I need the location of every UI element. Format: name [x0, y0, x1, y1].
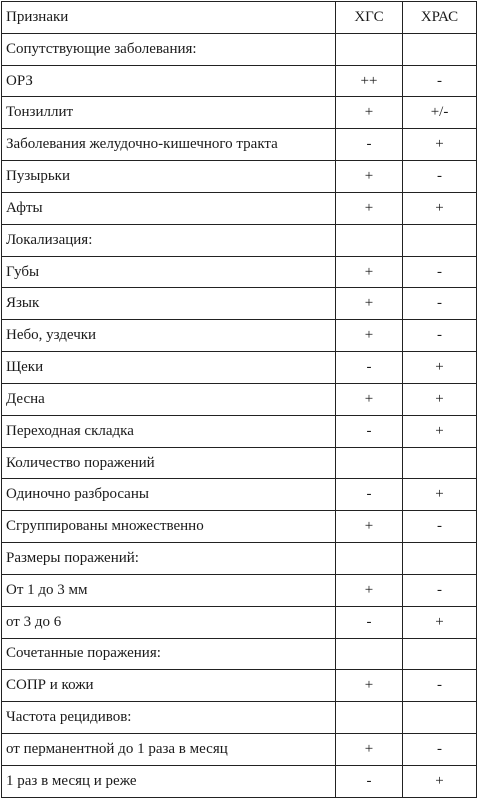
cell-hgs: - — [336, 129, 403, 161]
cell-hras: + — [403, 192, 477, 224]
cell-hras — [403, 447, 477, 479]
cell-hgs: - — [336, 479, 403, 511]
table-row — [2, 447, 477, 479]
cell-hras: + — [403, 606, 477, 638]
table-row — [2, 765, 477, 797]
table-row — [2, 638, 477, 670]
cell-feature: Десна — [2, 383, 336, 415]
table-row — [2, 352, 477, 384]
cell-hras: + — [403, 415, 477, 447]
table-row — [2, 415, 477, 447]
table-row — [2, 129, 477, 161]
cell-feature: Переходная складка — [2, 415, 336, 447]
cell-hras: + — [403, 383, 477, 415]
cell-hgs: + — [336, 320, 403, 352]
table-row — [2, 256, 477, 288]
cell-feature: Сочетанные поражения: — [2, 638, 336, 670]
table-row — [2, 383, 477, 415]
table-row — [2, 192, 477, 224]
header-cell-feature: Признаки — [2, 2, 336, 34]
cell-hgs — [336, 447, 403, 479]
table-row — [2, 479, 477, 511]
table-row — [2, 670, 477, 702]
table-row — [2, 511, 477, 543]
table-row — [2, 320, 477, 352]
cell-feature: Небо, уздечки — [2, 320, 336, 352]
cell-hgs: + — [336, 511, 403, 543]
cell-hras: - — [403, 670, 477, 702]
cell-hras: + — [403, 479, 477, 511]
table-row — [2, 606, 477, 638]
table-row — [2, 574, 477, 606]
header-cell-hras: ХРАС — [403, 2, 477, 34]
cell-hras: - — [403, 320, 477, 352]
table-row — [2, 65, 477, 97]
cell-hras: + — [403, 129, 477, 161]
cell-feature: 1 раз в месяц и реже — [2, 765, 336, 797]
table-row — [2, 97, 477, 129]
cell-hgs: + — [336, 670, 403, 702]
cell-hras — [403, 224, 477, 256]
cell-feature: Размеры поражений: — [2, 543, 336, 575]
cell-hgs: + — [336, 383, 403, 415]
cell-feature: Заболевания желудочно-кишечного тракта — [2, 129, 336, 161]
table-row — [2, 33, 477, 65]
cell-hras: - — [403, 161, 477, 193]
cell-feature: Язык — [2, 288, 336, 320]
cell-hras: - — [403, 574, 477, 606]
table-row — [2, 224, 477, 256]
cell-hgs — [336, 224, 403, 256]
comparison-table — [1, 1, 477, 798]
cell-hgs: + — [336, 161, 403, 193]
cell-hgs — [336, 33, 403, 65]
cell-hgs: - — [336, 352, 403, 384]
cell-feature: Сгруппированы множественно — [2, 511, 336, 543]
cell-feature: От 1 до 3 мм — [2, 574, 336, 606]
cell-hgs: + — [336, 256, 403, 288]
table-row — [2, 702, 477, 734]
cell-feature: СОПР и кожи — [2, 670, 336, 702]
table-row — [2, 288, 477, 320]
cell-feature: Одиночно разбросаны — [2, 479, 336, 511]
cell-feature: Тонзиллит — [2, 97, 336, 129]
cell-feature: от 3 до 6 — [2, 606, 336, 638]
cell-hras — [403, 702, 477, 734]
cell-hgs: - — [336, 415, 403, 447]
cell-hgs: + — [336, 288, 403, 320]
cell-feature: ОРЗ — [2, 65, 336, 97]
cell-feature: Сопутствующие заболевания: — [2, 33, 336, 65]
cell-feature: Локализация: — [2, 224, 336, 256]
cell-feature: от перманентной до 1 раза в месяц — [2, 734, 336, 766]
cell-hgs: + — [336, 97, 403, 129]
cell-feature: Афты — [2, 192, 336, 224]
cell-feature: Щеки — [2, 352, 336, 384]
cell-hgs: ++ — [336, 65, 403, 97]
cell-hgs: + — [336, 192, 403, 224]
cell-hras: - — [403, 288, 477, 320]
cell-feature: Губы — [2, 256, 336, 288]
cell-hras: + — [403, 352, 477, 384]
cell-hgs: - — [336, 765, 403, 797]
cell-hras — [403, 638, 477, 670]
table-row — [2, 734, 477, 766]
cell-hras: +/- — [403, 97, 477, 129]
cell-feature: Количество поражений — [2, 447, 336, 479]
cell-hras: - — [403, 511, 477, 543]
cell-hras — [403, 33, 477, 65]
cell-hgs: + — [336, 574, 403, 606]
cell-hras: - — [403, 734, 477, 766]
table-body — [2, 2, 477, 798]
cell-feature: Частота рецидивов: — [2, 702, 336, 734]
cell-hras: - — [403, 256, 477, 288]
cell-hgs — [336, 702, 403, 734]
cell-hras: + — [403, 765, 477, 797]
cell-hgs: + — [336, 734, 403, 766]
cell-hgs — [336, 543, 403, 575]
cell-hgs — [336, 638, 403, 670]
table-row — [2, 161, 477, 193]
cell-hras — [403, 543, 477, 575]
cell-hras: - — [403, 65, 477, 97]
header-row — [2, 2, 477, 34]
table-row — [2, 543, 477, 575]
cell-hgs: - — [336, 606, 403, 638]
cell-feature: Пузырьки — [2, 161, 336, 193]
header-cell-hgs: ХГС — [336, 2, 403, 34]
